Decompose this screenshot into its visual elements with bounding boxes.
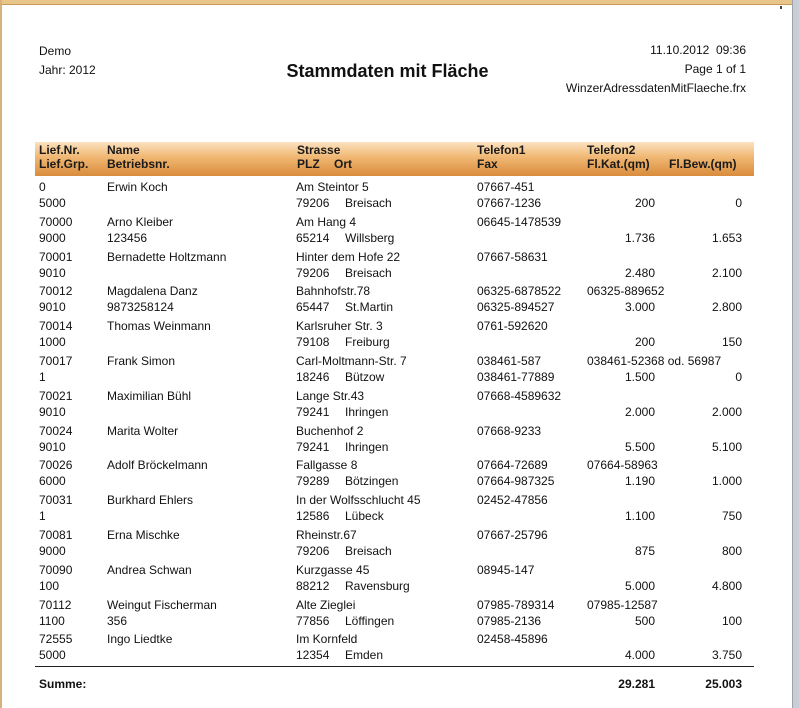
cell-telefon1: 07985-789314	[477, 597, 555, 612]
cell-strasse: Kurzgasse 45	[296, 562, 370, 577]
table-row	[0, 598, 799, 633]
cell-name: Weingut Fischerman	[107, 597, 217, 612]
cell-fl-kat: 2.000	[624, 404, 655, 419]
table-row	[0, 493, 799, 528]
cell-ort: Willsberg	[345, 230, 395, 245]
cell-plz: 79241	[296, 439, 330, 454]
cell-lief-nr: 70017	[39, 354, 73, 368]
col-header-strasse: Strasse	[297, 143, 341, 157]
cell-fl-bew: 3.750	[711, 648, 742, 663]
cell-lief-nr: 0	[39, 180, 46, 194]
col-header-fl-bew: Fl.Bew.(qm)	[669, 157, 737, 171]
table-row	[0, 563, 799, 598]
table-row	[0, 250, 799, 285]
col-header-fl-kat: Fl.Kat.(qm)	[587, 157, 650, 171]
cell-lief-nr: 70021	[39, 388, 73, 403]
cell-telefon1: 0761-592620	[477, 319, 548, 334]
cell-telefon1: 06325-6878522	[477, 284, 562, 299]
cell-fl-kat: 1.736	[624, 230, 655, 245]
cell-fl-kat: 2.480	[624, 265, 655, 280]
cell-ort: Breisach	[345, 265, 392, 280]
table-row	[0, 215, 799, 250]
cell-telefon2: 07985-12587	[587, 597, 658, 612]
cell-ort: Ihringen	[345, 439, 389, 454]
cell-lief-grp: 9010	[39, 265, 66, 280]
cell-lief-nr: 70090	[39, 562, 73, 577]
cell-plz: 77856	[296, 613, 330, 628]
col-header-lief-grp: Lief.Grp.	[39, 157, 89, 171]
cell-telefon2: 038461-52368 od. 56987	[587, 354, 722, 368]
cell-plz: 79241	[296, 404, 330, 419]
cell-telefon1: 02458-45896	[477, 632, 548, 647]
cell-lief-grp: 5000	[39, 196, 66, 210]
cell-fl-bew: 750	[721, 509, 742, 524]
cell-fl-bew: 800	[721, 544, 742, 558]
cell-fl-bew: 2.800	[711, 300, 742, 315]
cell-lief-grp: 1000	[39, 335, 66, 350]
report-title: Stammdaten mit Fläche	[286, 61, 489, 81]
cell-telefon1: 07667-25796	[477, 528, 548, 542]
col-header-lief-nr: Lief.Nr.	[39, 143, 80, 157]
cell-fl-kat: 5.500	[624, 439, 655, 454]
cell-name: Maximilian Bühl	[107, 388, 192, 403]
cell-plz: 79108	[296, 335, 330, 350]
cell-telefon2: 06325-889652	[587, 284, 665, 299]
table-row	[0, 354, 799, 389]
cell-fl-kat: 4.000	[624, 648, 655, 663]
cell-fl-bew: 2.000	[711, 404, 742, 419]
cell-fl-bew: 0	[735, 370, 742, 384]
summary-fl-bew-total: 25.003	[705, 677, 742, 691]
cell-fax: 07985-2136	[477, 613, 542, 628]
cell-plz: 88212	[296, 578, 330, 593]
table-row	[0, 632, 799, 667]
report-header-right	[566, 41, 746, 98]
cell-telefon1: 07668-9233	[477, 423, 542, 438]
cell-strasse: Lange Str.43	[296, 388, 365, 403]
cell-name: Magdalena Danz	[107, 284, 198, 299]
cell-telefon1: 02452-47856	[477, 493, 548, 508]
table-row	[0, 284, 799, 319]
col-header-betriebsnr: Betriebsnr.	[107, 157, 170, 171]
cell-fax: 07667-1236	[477, 196, 542, 210]
cell-plz: 12586	[296, 509, 330, 524]
cell-strasse: Am Steintor 5	[296, 180, 369, 194]
cell-fl-kat: 1.500	[624, 370, 655, 384]
cell-lief-nr: 70024	[39, 423, 73, 438]
cell-strasse: In der Wolfsschlucht 45	[296, 493, 421, 508]
cell-plz: 79289	[296, 474, 330, 489]
cell-lief-nr: 70026	[39, 458, 73, 473]
cell-strasse: Bahnhofstr.78	[296, 284, 371, 299]
cell-strasse: Fallgasse 8	[296, 458, 358, 473]
cell-strasse: Alte Zieglei	[296, 597, 356, 612]
cell-ort: Freiburg	[345, 335, 390, 350]
table-row	[0, 389, 799, 424]
cell-telefon1: 07668-4589632	[477, 388, 562, 403]
cell-fl-bew: 5.100	[711, 439, 742, 454]
summary-label: Summe:	[39, 677, 87, 691]
col-header-fax: Fax	[477, 157, 498, 171]
cell-telefon1: 07664-72689	[477, 458, 548, 473]
cell-fl-bew: 4.800	[711, 578, 742, 593]
cell-ort: Bützow	[345, 370, 385, 384]
cell-name: Adolf Bröckelmann	[107, 458, 208, 473]
cell-lief-nr: 70012	[39, 284, 73, 299]
cell-plz: 12354	[296, 648, 330, 663]
cell-strasse: Rheinstr.67	[296, 528, 357, 542]
table-row	[0, 458, 799, 493]
cell-name: Burkhard Ehlers	[107, 493, 194, 508]
cell-lief-grp: 1	[39, 370, 46, 384]
summary-fl-kat-total: 29.281	[618, 677, 655, 691]
table-row	[0, 180, 799, 215]
cell-fl-kat: 200	[634, 196, 655, 210]
page-indicator: Page 1 of 1	[684, 62, 746, 76]
summary-divider	[35, 666, 754, 667]
table-row	[0, 528, 799, 563]
cell-fl-kat: 1.190	[624, 474, 655, 489]
col-header-plz: PLZ	[297, 157, 320, 171]
col-header-telefon1: Telefon1	[477, 143, 526, 157]
cell-fl-bew: 0	[735, 196, 742, 210]
cell-lief-nr: 70001	[39, 249, 73, 264]
cell-plz: 65447	[296, 300, 330, 315]
cell-name: Thomas Weinmann	[107, 319, 211, 334]
window-frame-top-edge	[0, 4, 799, 5]
cell-strasse: Am Hang 4	[296, 214, 357, 229]
company-name: Demo	[39, 44, 72, 58]
cell-fl-kat: 5.000	[624, 578, 655, 593]
cell-fax: 038461-77889	[477, 370, 555, 384]
cell-ort: Breisach	[345, 544, 392, 558]
cell-fl-kat: 1.100	[624, 509, 655, 524]
cell-plz: 79206	[296, 265, 330, 280]
cell-telefon1: 08945-147	[477, 562, 535, 577]
cell-lief-grp: 9000	[39, 230, 66, 245]
cell-name: Erwin Koch	[107, 180, 168, 194]
cell-ort: Ravensburg	[345, 578, 410, 593]
cell-lief-nr: 70000	[39, 214, 73, 229]
cell-strasse: Im Kornfeld	[296, 632, 358, 647]
cell-betriebsnr: 9873258124	[107, 300, 174, 315]
cell-name: Arno Kleiber	[107, 214, 174, 229]
cell-fl-kat: 3.000	[624, 300, 655, 315]
col-header-ort: Ort	[334, 157, 352, 171]
cell-plz: 65214	[296, 230, 330, 245]
cell-lief-nr: 70014	[39, 319, 73, 334]
cell-lief-grp: 1100	[39, 613, 65, 628]
cell-telefon1: 038461-587	[477, 354, 542, 368]
cell-betriebsnr: 356	[107, 613, 128, 628]
table-row	[0, 424, 799, 459]
cell-lief-grp: 9010	[39, 300, 66, 315]
report-file-name: WinzerAdressdatenMitFlaeche.frx	[565, 81, 746, 95]
cell-name: Ingo Liedtke	[107, 632, 173, 647]
cell-plz: 79206	[296, 196, 330, 210]
cell-fl-bew: 2.100	[711, 265, 742, 280]
report-year: Jahr: 2012	[39, 63, 96, 77]
cell-fl-kat: 875	[634, 544, 655, 558]
cell-fax: 07664-987325	[477, 474, 555, 489]
cell-lief-grp: 9010	[39, 439, 66, 454]
cell-strasse: Buchenhof 2	[296, 423, 364, 438]
cell-telefon1: 07667-58631	[477, 249, 548, 264]
cell-name: Erna Mischke	[107, 528, 180, 542]
cell-ort: Bötzingen	[345, 474, 399, 489]
col-header-telefon2: Telefon2	[587, 143, 636, 157]
cell-lief-grp: 9000	[39, 544, 66, 558]
corner-mark	[780, 6, 782, 9]
report-datetime: 11.10.2012 09:36	[650, 43, 746, 57]
cell-name: Andrea Schwan	[107, 562, 192, 577]
cell-strasse: Karlsruher Str. 3	[296, 319, 383, 334]
cell-betriebsnr: 123456	[107, 230, 148, 245]
cell-fl-bew: 1.000	[711, 474, 742, 489]
cell-lief-grp: 6000	[39, 474, 66, 489]
col-header-name: Name	[107, 143, 140, 157]
cell-plz: 18246	[296, 370, 330, 384]
cell-ort: Emden	[345, 648, 384, 663]
cell-telefon1: 07667-451	[477, 180, 535, 194]
cell-name: Bernadette Holtzmann	[107, 249, 227, 264]
cell-lief-nr: 72555	[39, 632, 73, 647]
table-row	[0, 319, 799, 354]
cell-fl-kat: 200	[634, 335, 655, 350]
cell-lief-nr: 70112	[39, 597, 72, 612]
cell-ort: Löffingen	[345, 613, 395, 628]
cell-lief-grp: 9010	[39, 404, 66, 419]
cell-ort: Breisach	[345, 196, 392, 210]
cell-lief-grp: 1	[39, 509, 46, 524]
cell-fax: 06325-894527	[477, 300, 555, 315]
cell-telefon2: 07664-58963	[587, 458, 658, 473]
cell-lief-nr: 70031	[39, 493, 73, 508]
cell-lief-grp: 100	[39, 578, 60, 593]
cell-fl-bew: 100	[721, 613, 742, 628]
cell-plz: 79206	[296, 544, 330, 558]
cell-fl-kat: 500	[634, 613, 655, 628]
cell-ort: Lübeck	[345, 509, 384, 524]
cell-lief-nr: 70081	[39, 528, 73, 542]
cell-telefon1: 06645-1478539	[477, 214, 562, 229]
cell-name: Marita Wolter	[107, 423, 179, 438]
column-header-band	[35, 142, 754, 176]
cell-name: Frank Simon	[107, 354, 176, 368]
cell-ort: Ihringen	[345, 404, 389, 419]
cell-fl-bew: 1.653	[711, 230, 742, 245]
cell-fl-bew: 150	[721, 335, 742, 350]
cell-lief-grp: 5000	[39, 648, 66, 663]
cell-strasse: Hinter dem Hofe 22	[296, 249, 401, 264]
cell-ort: St.Martin	[345, 300, 394, 315]
cell-strasse: Carl-Moltmann-Str. 7	[296, 354, 407, 368]
